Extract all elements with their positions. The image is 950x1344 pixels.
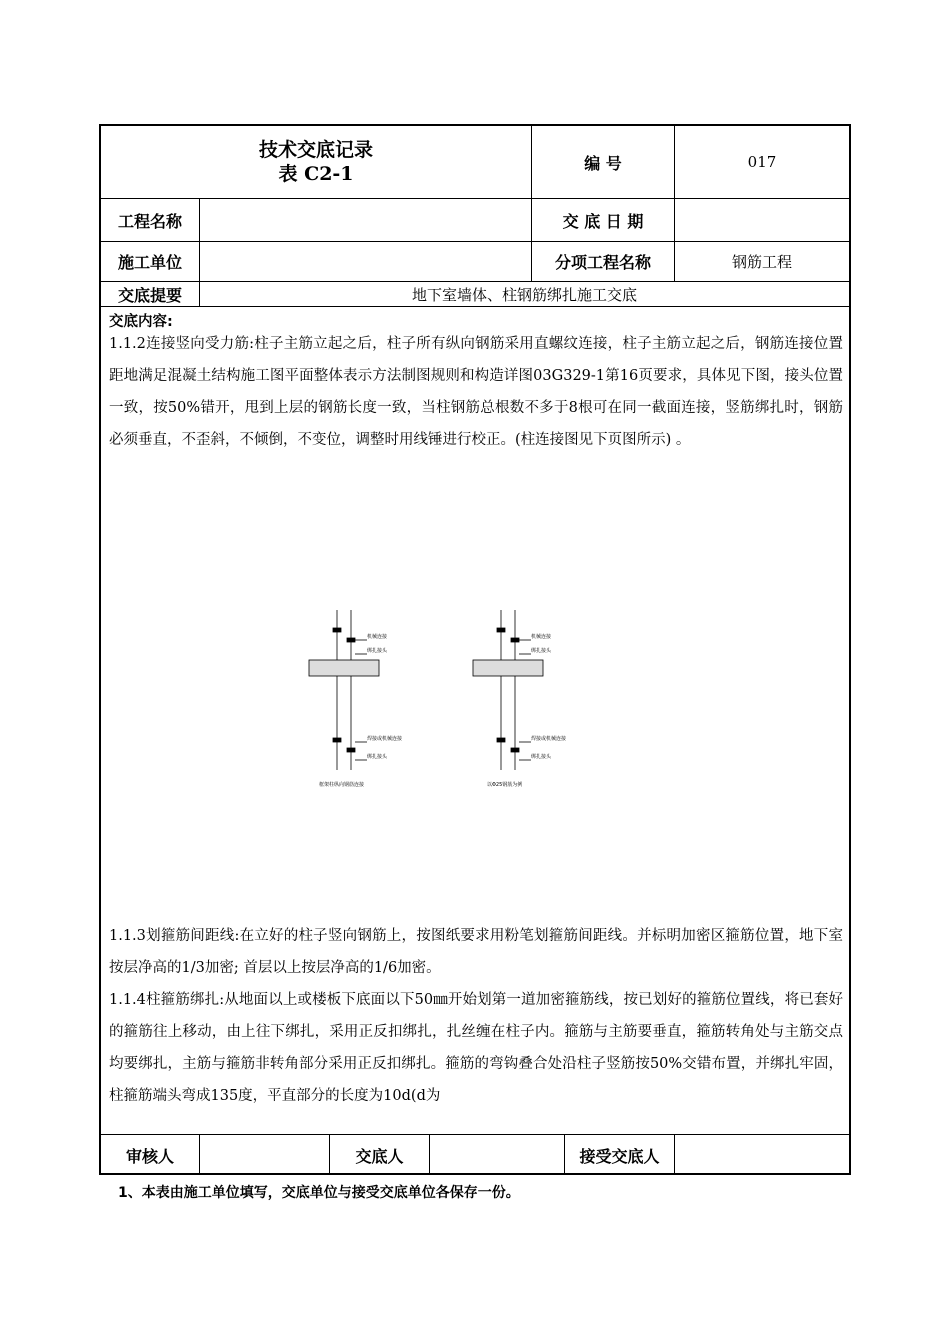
beam-section <box>309 660 379 676</box>
callout-mechanical: 机械连接 <box>367 634 388 640</box>
number-value: 017 <box>747 153 777 171</box>
callout-weld: 焊接或机械连接 <box>367 736 403 742</box>
receiver-field[interactable] <box>675 1135 849 1175</box>
form-title-line2: 表 C2-1 <box>278 163 354 185</box>
coupler-mark <box>497 738 505 742</box>
callout-bind-right: 绑扎接头 <box>531 648 552 654</box>
callout-bind-bottom-right: 绑扎接头 <box>531 754 552 760</box>
left-caption: 框架柱纵向钢筋连接 <box>319 782 365 788</box>
contractor-label: 施工单位 <box>117 253 182 272</box>
reviewer-label: 审核人 <box>125 1146 174 1166</box>
date-label: 交 底 日 期 <box>562 211 644 231</box>
form-title <box>101 126 531 198</box>
coupler-mark <box>511 748 519 752</box>
coupler-mark <box>333 738 341 742</box>
coupler-mark <box>497 628 505 632</box>
right-caption: 以Φ25钢筋为例 <box>487 782 523 788</box>
reviewer-field[interactable] <box>200 1135 329 1175</box>
content-paragraph-2: 1.1.3划箍筋间距线:在立好的柱子竖向钢筋上，按图纸要求用粉笔划箍筋间距线。并标明加密区箍筋位置，地下室按层净高的1/3加密; 首层以上按层净高的1/6加密。 <box>109 928 843 976</box>
column-connection-diagram <box>259 610 599 795</box>
project-name-field[interactable] <box>200 199 531 241</box>
project-name-label: 工程名称 <box>117 211 182 231</box>
disclosure-form <box>99 124 851 1175</box>
callout-bind: 绑扎接头 <box>367 648 388 654</box>
content-label: 交底内容: <box>109 314 173 330</box>
coupler-mark <box>347 638 355 642</box>
form-title-line1: 技术交底记录 <box>258 139 373 161</box>
callout-mechanical-right: 机械连接 <box>531 634 552 640</box>
coupler-mark <box>347 748 355 752</box>
contractor-field[interactable] <box>200 242 531 281</box>
content-paragraph-1: 1.1.2连接竖向受力筋:柱子主筋立起之后，柱子所有纵向钢筋采用直螺纹连接，柱子主筋立起之后，钢筋连接位置距地满足混凝土结构施工图平面整体表示方法制图规则和构造详图03G329-1第16页要求，具体见下图，接头位置一致，按50%错开，甩到上层的钢筋长度一致，当柱钢筋总根数不多于8根可在同一截面连接，竖筋绑扎时，钢筋必须垂直，不歪斜，不倾倒，不变位，调整时用线锤进行校正。(柱连接图见下页图所示) 。 <box>109 336 843 448</box>
footnote: 1、本表由施工单位填写，交底单位与接受交底单位各保存一份。 <box>118 1185 520 1201</box>
callout-weld-right: 焊接或机械连接 <box>531 736 567 742</box>
callout-bind-bottom: 绑扎接头 <box>367 754 388 760</box>
receiver-label: 接受交底人 <box>579 1146 660 1166</box>
number-label: 编 号 <box>584 153 622 173</box>
coupler-mark <box>511 638 519 642</box>
date-field[interactable] <box>675 199 849 241</box>
discloser-label: 交底人 <box>355 1146 404 1166</box>
discloser-field[interactable] <box>430 1135 564 1175</box>
beam-section <box>473 660 543 676</box>
coupler-mark <box>333 628 341 632</box>
subproject-label: 分项工程名称 <box>554 253 651 272</box>
row-divider <box>101 306 849 307</box>
subproject-value: 钢筋工程 <box>731 253 792 271</box>
summary-label: 交底提要 <box>117 285 182 305</box>
summary-value: 地下室墙体、柱钢筋绑扎施工交底 <box>411 285 637 304</box>
content-paragraph-3: 1.1.4柱箍筋绑扎:从地面以上或楼板下底面以下50㎜开始划第一道加密箍筋线，按已划好的箍筋位置线，将已套好的箍筋往上移动，由上往下绑扎，采用正反扣绑扎，扎丝缠在柱子内。箍筋与主筋要垂直，箍筋转角处与主筋交点均要绑扎，主筋与箍筋非转角部分采用正反扣绑扎。箍筋的弯钩叠合处沿柱子竖筋按50%交错布置，并绑扎牢固，柱箍筋端头弯成135度，平直部分的长度为10d(d为 <box>109 992 843 1104</box>
